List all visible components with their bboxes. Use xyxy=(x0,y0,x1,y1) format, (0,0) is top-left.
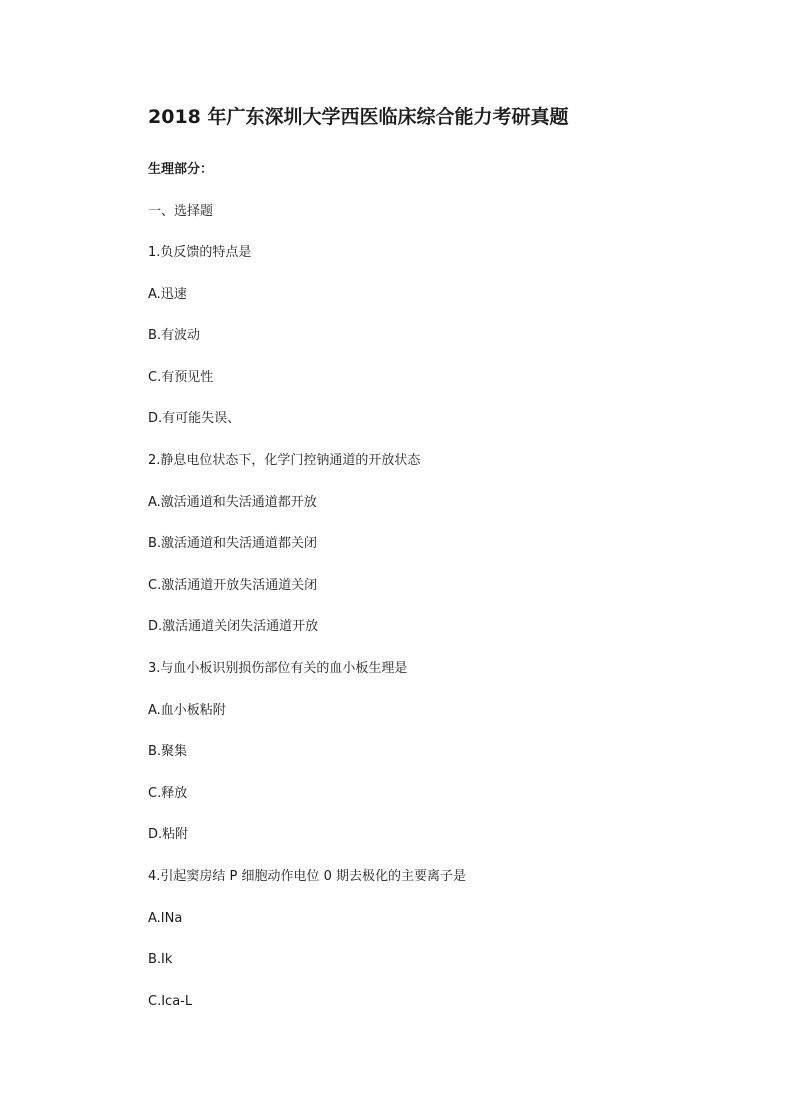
question-1-option-d: D.有可能失误、 xyxy=(148,411,241,426)
question-3-option-a: A.血小板粘附 xyxy=(148,703,226,718)
question-1-option-a: A.迅速 xyxy=(148,287,187,302)
question-1-option-c: C.有预见性 xyxy=(148,370,214,385)
question-4-stem: 4.引起窦房结 P 细胞动作电位 0 期去极化的主要离子是 xyxy=(148,869,467,884)
question-4-option-b: B.Ik xyxy=(148,952,173,967)
question-3-option-d: D.粘附 xyxy=(148,827,189,842)
document-title: 2018 年广东深圳大学西医临床综合能力考研真题 xyxy=(148,106,569,128)
question-2-option-c: C.激活通道开放失活通道关闭 xyxy=(148,578,318,593)
question-2-stem: 2.静息电位状态下，化学门控钠通道的开放状态 xyxy=(148,453,421,468)
question-2-option-b: B.激活通道和失活通道都关闭 xyxy=(148,536,318,551)
section-heading: 生理部分： xyxy=(148,162,214,177)
question-1-option-b: B.有波动 xyxy=(148,328,201,343)
question-2-option-d: D.激活通道关闭失活通道开放 xyxy=(148,619,319,634)
question-3-option-c: C.释放 xyxy=(148,786,188,801)
question-4-option-a: A.INa xyxy=(148,911,183,926)
subsection-heading: 一、选择题 xyxy=(148,204,214,219)
question-2-option-a: A.激活通道和失活通道都开放 xyxy=(148,495,317,510)
question-3-stem: 3.与血小板识别损伤部位有关的血小板生理是 xyxy=(148,661,408,676)
question-4-option-c: C.Ica-L xyxy=(148,994,193,1009)
question-1-stem: 1.负反馈的特点是 xyxy=(148,245,252,260)
question-3-option-b: B.聚集 xyxy=(148,744,188,759)
